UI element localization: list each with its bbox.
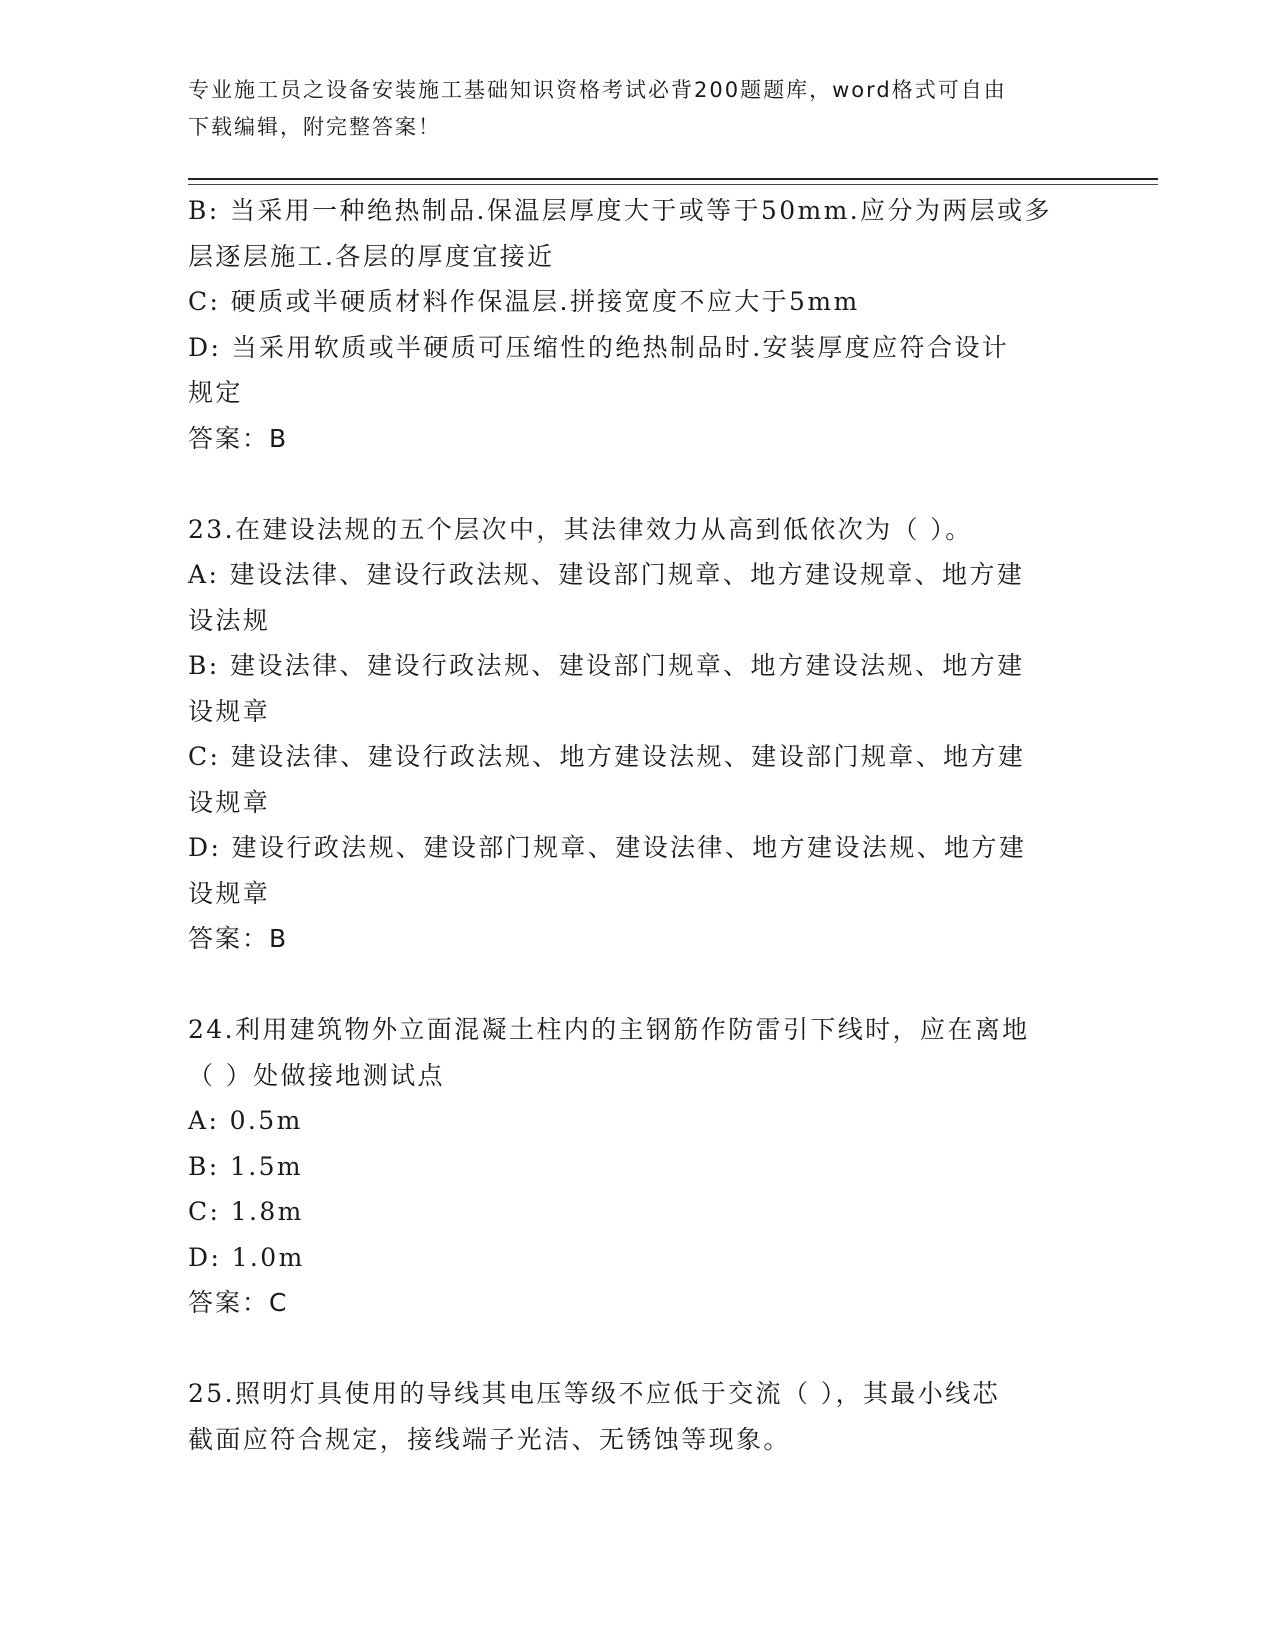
q23-option-d-line-2: 设规章 [188, 878, 271, 908]
q24-option-b: B: 1.5m [188, 1151, 304, 1181]
q23-option-a-line-2: 设法规 [188, 605, 271, 635]
q23-option-c-line-2: 设规章 [188, 787, 271, 817]
q24-option-c: C: 1.8m [188, 1197, 304, 1226]
q24-answer: 答案：C [188, 1288, 289, 1317]
q23-option-a-line-1: A: 建设法律、建设行政法规、建设部门规章、地方建设规章、地方建 [188, 560, 1025, 589]
header-divider-thick [188, 178, 1158, 180]
header-line-1: 专业施工员之设备安装施工基础知识资格考试必背200题题库，word格式可自由 [188, 78, 1007, 102]
q23-option-d-line-1: D: 建设行政法规、建设部门规章、建设法律、地方建设法规、地方建 [188, 833, 1027, 862]
q22-option-c: C: 硬质或半硬质材料作保温层.拼接宽度不应大于5mm [188, 287, 860, 316]
q23-option-b-line-1: B: 建设法律、建设行政法规、建设部门规章、地方建设法规、地方建 [188, 651, 1025, 680]
q24-stem-line-1: 24.利用建筑物外立面混凝土柱内的主钢筋作防雷引下线时，应在离地 [188, 1015, 1030, 1044]
q24-option-d: D: 1.0m [188, 1242, 305, 1272]
q23-answer: 答案：B [188, 924, 289, 953]
question-23 [188, 507, 1088, 962]
q22-option-b-line-1: B: 当采用一种绝热制品.保温层厚度大于或等于50mm.应分为两层或多 [188, 196, 1052, 225]
q24-option-a: A: 0.5m [188, 1106, 303, 1135]
spacer [188, 1326, 1088, 1372]
question-25 [188, 1371, 1088, 1462]
q25-stem-line-1: 25.照明灯具使用的导线其电压等级不应低于交流（ ），其最小线芯 [188, 1379, 1001, 1408]
q22-option-b-line-2: 层逐层施工.各层的厚度宜接近 [188, 241, 555, 271]
q22-option-d-line-1: D: 当采用软质或半硬质可压缩性的绝热制品时.安装厚度应符合设计 [188, 332, 1010, 362]
q23-option-b-line-2: 设规章 [188, 696, 271, 726]
q25-stem-line-2: 截面应符合规定，接线端子光洁、无锈蚀等现象。 [188, 1424, 791, 1454]
q23-stem: 23.在建设法规的五个层次中，其法律效力从高到低依次为（ ）。 [188, 514, 973, 544]
header-line-2: 下载编辑，附完整答案！ [188, 115, 441, 139]
q23-option-c-line-1: C: 建设法律、建设行政法规、地方建设法规、建设部门规章、地方建 [188, 742, 1026, 771]
question-22 [188, 188, 1088, 461]
q22-answer: 答案：B [188, 423, 289, 453]
document-body [188, 188, 1088, 1462]
header-divider-thin [188, 184, 1158, 185]
spacer [188, 962, 1088, 1008]
q24-stem-line-2: （ ）处做接地测试点 [188, 1060, 445, 1090]
q22-option-d-line-2: 规定 [188, 378, 243, 407]
question-24 [188, 1007, 1088, 1326]
spacer [188, 461, 1088, 507]
document-header [188, 72, 1088, 146]
